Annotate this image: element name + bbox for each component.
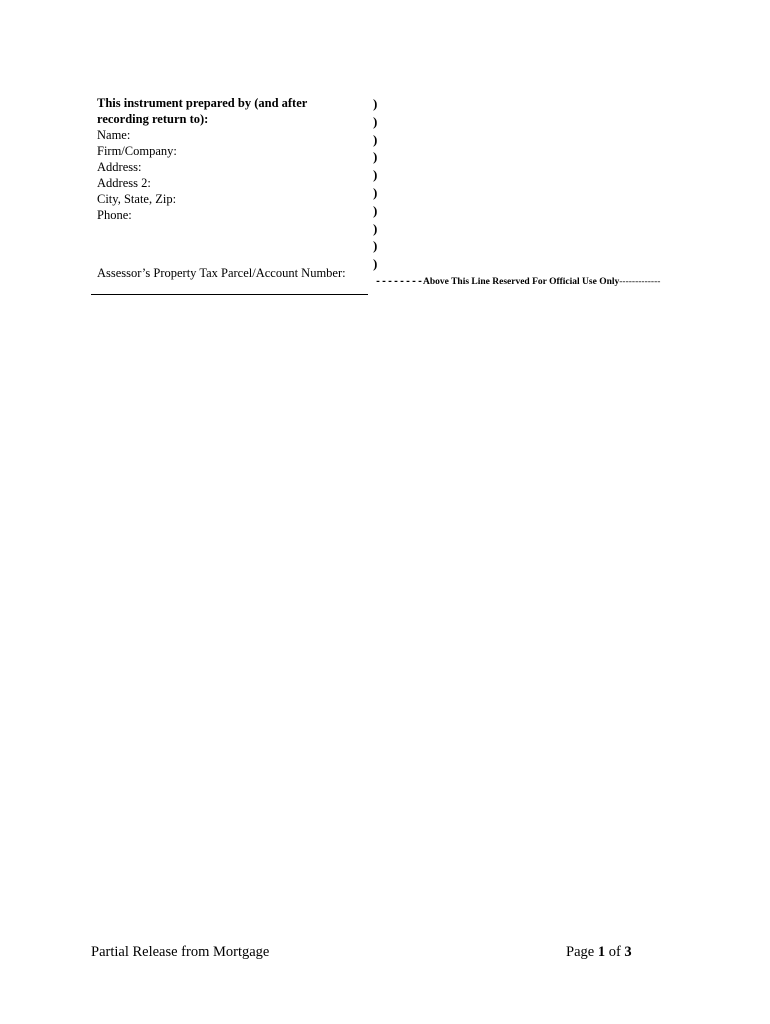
address-field-label: Address: [97, 160, 142, 174]
bracket-mark: ) [373, 167, 378, 183]
footer-document-title: Partial Release from Mortgage [91, 944, 270, 960]
bracket-mark: ) [373, 149, 378, 165]
preparer-underline [91, 294, 368, 295]
preparer-heading-line1: This instrument prepared by (and after [97, 96, 308, 110]
name-field-label: Name: [97, 128, 131, 142]
address2-field-label: Address 2: [97, 176, 151, 190]
assessor-parcel-label: Assessor’s Property Tax Parcel/Account Number: [97, 266, 346, 280]
bracket-mark: ) [373, 96, 378, 111]
preparer-heading [97, 95, 367, 127]
bracket-mark: ) [373, 220, 378, 236]
preparer-heading-line2: recording return to): [97, 112, 209, 126]
footer-of-word: of [608, 944, 621, 960]
official-use-label: Above This Line Reserved For Official Use Only [423, 277, 620, 287]
bracket-mark: ) [373, 238, 378, 254]
bracket-mark: ) [373, 131, 378, 147]
footer-total-pages: 3 [624, 944, 632, 960]
official-use-line [375, 276, 660, 289]
footer-page-number [566, 943, 632, 961]
bracket-mark: ) [373, 113, 378, 129]
bracket-column [373, 95, 385, 273]
footer-page-word: Page [566, 944, 595, 960]
footer-current-page: 1 [597, 944, 606, 960]
preparer-block [97, 95, 367, 223]
city-state-zip-field-label: City, State, Zip: [97, 192, 177, 206]
bracket-mark: ) [373, 202, 378, 218]
official-use-trail-dashes: ------------- [619, 277, 661, 287]
official-use-lead-dashes: -------- [375, 277, 424, 288]
bracket-mark: ) [373, 256, 378, 272]
firm-field-label: Firm/Company: [97, 144, 177, 158]
phone-field-label: Phone: [97, 208, 132, 222]
bracket-mark: ) [373, 184, 378, 200]
